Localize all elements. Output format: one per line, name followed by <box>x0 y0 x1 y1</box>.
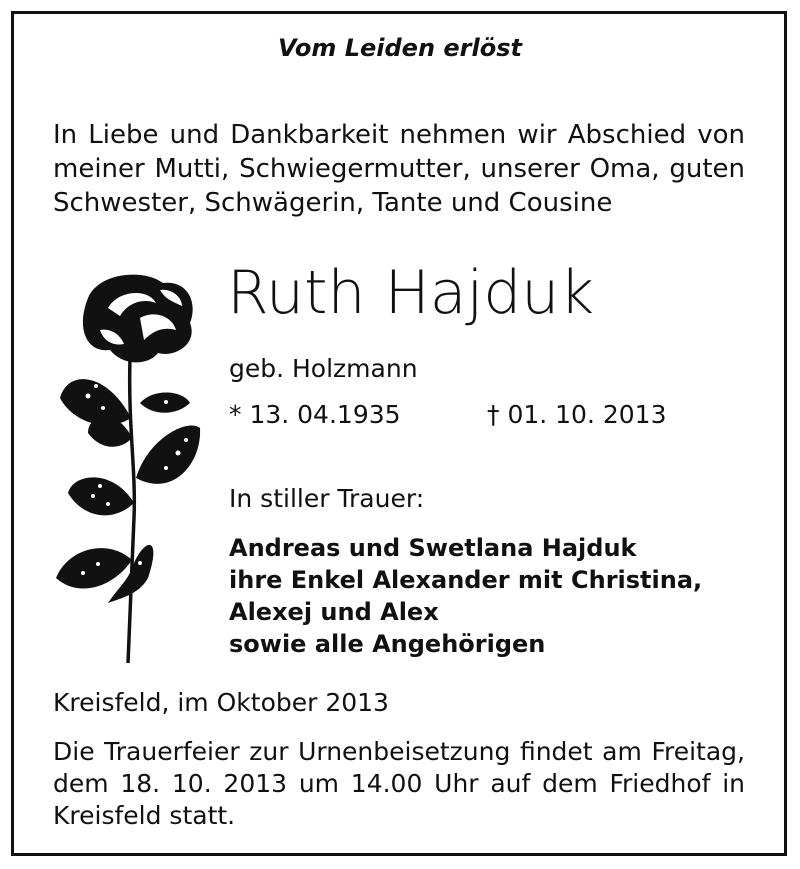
mourner-line: sowie alle Angehörigen <box>229 630 546 658</box>
deceased-name: Ruth Hajduk <box>227 258 595 328</box>
mourners-list <box>229 532 702 660</box>
mourning-label: In stiller Trauer: <box>229 484 425 513</box>
funeral-notice: Die Trauerfeier zur Urnenbeisetzung findet am Freitag, dem 18. 10. 2013 um 14.00 Uhr auf dem Friedhof in Kreisfeld statt. <box>53 737 745 830</box>
birth-date: * 13. 04.1935 <box>229 400 401 429</box>
maiden-name: geb. Holzmann <box>229 354 418 383</box>
rose-icon <box>48 268 208 668</box>
intro-text: In Liebe und Dankbarkeit nehmen wir Abschied von meiner Mutti, Schwiegermutter, unserer Oma, guten Schwester, Schwägerin, Tante und Cousine <box>53 120 745 218</box>
mourner-line: Alexej und Alex <box>229 598 439 626</box>
place-date: Kreisfeld, im Oktober 2013 <box>53 688 389 717</box>
notice-heading: Vom Leiden erlöst <box>278 34 522 62</box>
death-date: † 01. 10. 2013 <box>487 400 667 429</box>
mourner-line: Andreas und Swetlana Hajduk <box>229 534 637 562</box>
mourner-line: ihre Enkel Alexander mit Christina, <box>229 566 703 594</box>
